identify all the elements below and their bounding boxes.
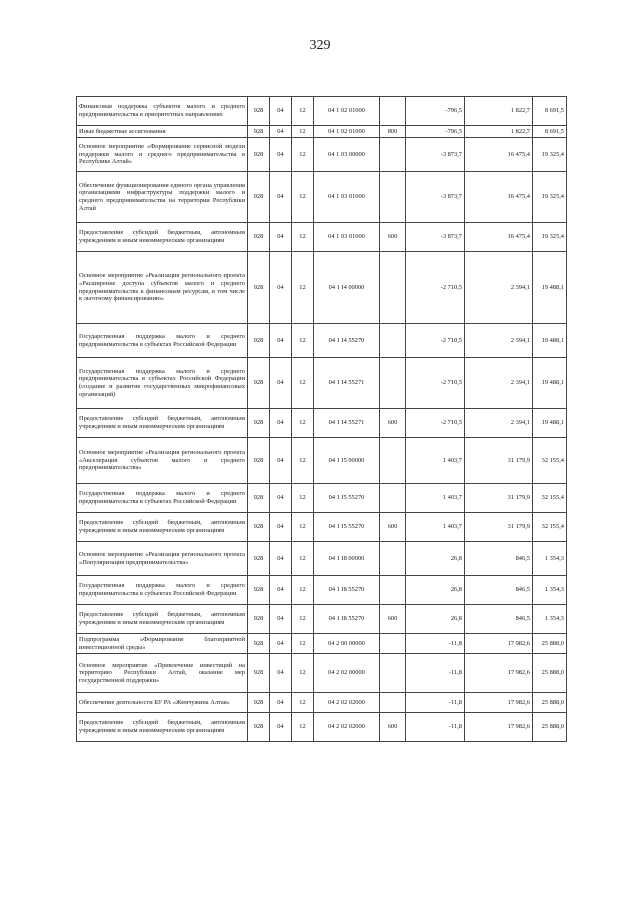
cell-name: Основное мероприятие «Формирование сервисной модели поддержки малого и среднего предпринимательства в Республике Алтай»	[77, 138, 248, 172]
cell-amount-change: 26,8	[406, 542, 465, 576]
cell-expense-type: 600	[380, 223, 406, 252]
cell-name: Обеспечение функционирования единого органа управления организациями инфраструктуры поддержки малого и среднего предпринимательства на территории Республики Алтай	[77, 172, 248, 223]
cell-subsection: 12	[292, 172, 314, 223]
cell-subsection: 12	[292, 223, 314, 252]
table-row	[77, 223, 567, 252]
cell-target-article: 04 1 I4 55271	[314, 409, 380, 438]
cell-amount-2: 17 982,6	[465, 654, 533, 693]
cell-subsection: 12	[292, 358, 314, 409]
cell-expense-type: 600	[380, 513, 406, 542]
cell-section: 04	[270, 252, 292, 324]
cell-name: Предоставление субсидий бюджетным, автономным учреждениям и иным некоммерческим организациям	[77, 605, 248, 634]
cell-expense-type	[380, 358, 406, 409]
cell-target-article: 04 1 03 00000	[314, 138, 380, 172]
cell-target-article: 04 1 03 01000	[314, 172, 380, 223]
cell-amount-change: 26,8	[406, 576, 465, 605]
cell-amount-2: 2 394,1	[465, 409, 533, 438]
cell-subsection: 12	[292, 252, 314, 324]
table-row	[77, 576, 567, 605]
cell-subsection: 12	[292, 324, 314, 358]
page-number: 329	[309, 38, 331, 53]
cell-subsection: 12	[292, 513, 314, 542]
cell-amount-2: 17 982,6	[465, 713, 533, 742]
cell-expense-type	[380, 693, 406, 713]
cell-grbs: 928	[248, 252, 270, 324]
cell-name: Государственная поддержка малого и среднего предпринимательства в субъектах Российской Федерации (создание и развитие государственных микрофинансовых организаций)	[77, 358, 248, 409]
cell-target-article: 04 1 03 01000	[314, 223, 380, 252]
cell-section: 04	[270, 634, 292, 654]
table-row	[77, 97, 567, 126]
cell-amount-2: 16 475,4	[465, 223, 533, 252]
cell-target-article: 04 1 I5 55270	[314, 484, 380, 513]
cell-amount-3: 25 888,0	[533, 654, 567, 693]
cell-expense-type: 800	[380, 126, 406, 138]
cell-expense-type	[380, 172, 406, 223]
cell-section: 04	[270, 576, 292, 605]
cell-expense-type	[380, 576, 406, 605]
cell-amount-change: -2 710,5	[406, 324, 465, 358]
cell-amount-2: 16 475,4	[465, 172, 533, 223]
cell-amount-change: -796,5	[406, 97, 465, 126]
cell-grbs: 928	[248, 513, 270, 542]
cell-name: Основное мероприятие «Привлечение инвестиций на территорию Республики Алтай, оказание мер государственной поддержки»	[77, 654, 248, 693]
table-row	[77, 484, 567, 513]
cell-amount-change: 1 403,7	[406, 438, 465, 484]
cell-grbs: 928	[248, 605, 270, 634]
cell-name: Иные бюджетные ассигнования	[77, 126, 248, 138]
cell-amount-2: 31 179,9	[465, 438, 533, 484]
cell-subsection: 12	[292, 542, 314, 576]
table-row	[77, 138, 567, 172]
cell-name: Основное мероприятие «Реализация регионального проекта «Популяризация предпринимательства»	[77, 542, 248, 576]
cell-grbs: 928	[248, 97, 270, 126]
cell-amount-change: -11,8	[406, 654, 465, 693]
cell-amount-2: 846,5	[465, 542, 533, 576]
cell-subsection: 12	[292, 97, 314, 126]
cell-amount-change: 1 403,7	[406, 513, 465, 542]
cell-name: Государственная поддержка малого и среднего предпринимательства в субъектах Российской Федерации	[77, 484, 248, 513]
cell-target-article: 04 1 I5 00000	[314, 438, 380, 484]
cell-section: 04	[270, 693, 292, 713]
cell-target-article: 04 1 I8 55270	[314, 576, 380, 605]
cell-expense-type	[380, 97, 406, 126]
cell-name: Подпрограмма «Формирование благоприятной инвестиционной среды»	[77, 634, 248, 654]
cell-amount-3: 32 155,4	[533, 484, 567, 513]
cell-grbs: 928	[248, 542, 270, 576]
table-row	[77, 634, 567, 654]
cell-target-article: 04 1 I4 55270	[314, 324, 380, 358]
cell-amount-3: 19 488,1	[533, 252, 567, 324]
cell-name: Предоставление субсидий бюджетным, автономным учреждениям и иным некоммерческим организациям	[77, 223, 248, 252]
cell-grbs: 928	[248, 576, 270, 605]
table-row	[77, 654, 567, 693]
cell-section: 04	[270, 542, 292, 576]
cell-grbs: 928	[248, 654, 270, 693]
cell-amount-2: 2 394,1	[465, 324, 533, 358]
budget-table	[76, 96, 567, 742]
cell-amount-2: 1 822,7	[465, 97, 533, 126]
cell-section: 04	[270, 172, 292, 223]
cell-amount-change: -2 710,5	[406, 252, 465, 324]
cell-expense-type: 600	[380, 409, 406, 438]
cell-subsection: 12	[292, 126, 314, 138]
cell-amount-3: 32 155,4	[533, 438, 567, 484]
cell-expense-type	[380, 138, 406, 172]
cell-target-article: 04 2 02 02000	[314, 713, 380, 742]
cell-grbs: 928	[248, 693, 270, 713]
cell-expense-type	[380, 542, 406, 576]
table-row	[77, 542, 567, 576]
cell-grbs: 928	[248, 713, 270, 742]
cell-amount-change: -3 873,7	[406, 172, 465, 223]
cell-amount-change: 1 403,7	[406, 484, 465, 513]
cell-amount-3: 25 888,0	[533, 634, 567, 654]
cell-target-article: 04 1 02 01000	[314, 126, 380, 138]
cell-section: 04	[270, 654, 292, 693]
cell-amount-3: 1 354,3	[533, 605, 567, 634]
table-row	[77, 358, 567, 409]
table-row	[77, 438, 567, 484]
cell-name: Основное мероприятие «Реализация регионального проекта «Акселерация субъектов малого и среднего предпринимательства»	[77, 438, 248, 484]
cell-amount-3: 25 888,0	[533, 693, 567, 713]
cell-section: 04	[270, 223, 292, 252]
cell-amount-change: -11,8	[406, 693, 465, 713]
cell-amount-2: 31 179,9	[465, 484, 533, 513]
cell-target-article: 04 1 I5 55270	[314, 513, 380, 542]
cell-expense-type	[380, 438, 406, 484]
cell-amount-3: 19 488,1	[533, 409, 567, 438]
cell-amount-2: 1 822,7	[465, 126, 533, 138]
cell-section: 04	[270, 438, 292, 484]
cell-subsection: 12	[292, 654, 314, 693]
cell-section: 04	[270, 97, 292, 126]
cell-amount-2: 31 179,9	[465, 513, 533, 542]
table-row	[77, 693, 567, 713]
cell-amount-3: 25 888,0	[533, 713, 567, 742]
cell-name: Предоставление субсидий бюджетным, автономным учреждениям и иным некоммерческим организациям	[77, 713, 248, 742]
cell-section: 04	[270, 484, 292, 513]
cell-target-article: 04 1 I4 55271	[314, 358, 380, 409]
cell-target-article: 04 1 02 01000	[314, 97, 380, 126]
cell-section: 04	[270, 513, 292, 542]
cell-name: Предоставление субсидий бюджетным, автономным учреждениям и иным некоммерческим организациям	[77, 409, 248, 438]
table-row	[77, 713, 567, 742]
cell-subsection: 12	[292, 693, 314, 713]
cell-amount-2: 17 982,6	[465, 693, 533, 713]
cell-amount-3: 19 488,1	[533, 358, 567, 409]
cell-target-article: 04 2 02 02000	[314, 693, 380, 713]
cell-subsection: 12	[292, 634, 314, 654]
cell-subsection: 12	[292, 138, 314, 172]
table-row	[77, 126, 567, 138]
cell-name: Предоставление субсидий бюджетным, автономным учреждениям и иным некоммерческим организациям	[77, 513, 248, 542]
cell-section: 04	[270, 605, 292, 634]
cell-grbs: 928	[248, 358, 270, 409]
cell-expense-type	[380, 252, 406, 324]
cell-amount-change: -3 873,7	[406, 223, 465, 252]
cell-grbs: 928	[248, 223, 270, 252]
cell-expense-type	[380, 324, 406, 358]
cell-grbs: 928	[248, 126, 270, 138]
cell-target-article: 04 2 02 00000	[314, 654, 380, 693]
cell-name: Государственная поддержка малого и среднего предпринимательства в субъектах Российской Федерации	[77, 324, 248, 358]
cell-grbs: 928	[248, 409, 270, 438]
cell-subsection: 12	[292, 713, 314, 742]
cell-target-article: 04 2 00 00000	[314, 634, 380, 654]
cell-target-article: 04 1 I8 00000	[314, 542, 380, 576]
cell-amount-3: 19 325,4	[533, 138, 567, 172]
cell-target-article: 04 1 I8 55270	[314, 605, 380, 634]
cell-expense-type	[380, 654, 406, 693]
cell-amount-3: 1 354,3	[533, 576, 567, 605]
cell-amount-change: -2 710,5	[406, 409, 465, 438]
cell-name: Финансовая поддержка субъектов малого и среднего предпринимательства в приоритетных направлениях	[77, 97, 248, 126]
cell-amount-3: 19 488,1	[533, 324, 567, 358]
cell-amount-change: -11,8	[406, 713, 465, 742]
cell-amount-3: 19 325,4	[533, 223, 567, 252]
cell-expense-type: 600	[380, 713, 406, 742]
cell-grbs: 928	[248, 438, 270, 484]
cell-amount-change: -796,5	[406, 126, 465, 138]
cell-amount-2: 17 982,6	[465, 634, 533, 654]
cell-section: 04	[270, 138, 292, 172]
cell-amount-3: 1 354,3	[533, 542, 567, 576]
table-row	[77, 513, 567, 542]
cell-amount-3: 8 691,5	[533, 97, 567, 126]
cell-grbs: 928	[248, 172, 270, 223]
cell-amount-change: -3 873,7	[406, 138, 465, 172]
cell-subsection: 12	[292, 605, 314, 634]
cell-grbs: 928	[248, 484, 270, 513]
table-row	[77, 324, 567, 358]
cell-section: 04	[270, 409, 292, 438]
cell-name: Основное мероприятие «Реализация регионального проекта «Расширение доступа субъектов малого и среднего предпринимательства к финансовым ресурсам, в том числе к льготному финансированию»	[77, 252, 248, 324]
cell-amount-2: 846,5	[465, 576, 533, 605]
cell-section: 04	[270, 126, 292, 138]
cell-subsection: 12	[292, 484, 314, 513]
cell-expense-type: 600	[380, 605, 406, 634]
cell-name: Государственная поддержка малого и среднего предпринимательства в субъектах Российской Федерации	[77, 576, 248, 605]
cell-expense-type	[380, 484, 406, 513]
cell-amount-2: 846,5	[465, 605, 533, 634]
cell-grbs: 928	[248, 138, 270, 172]
cell-amount-change: 26,8	[406, 605, 465, 634]
cell-expense-type	[380, 634, 406, 654]
table-row	[77, 172, 567, 223]
cell-section: 04	[270, 324, 292, 358]
cell-grbs: 928	[248, 634, 270, 654]
cell-amount-2: 16 475,4	[465, 138, 533, 172]
cell-amount-3: 32 155,4	[533, 513, 567, 542]
cell-amount-3: 19 325,4	[533, 172, 567, 223]
cell-subsection: 12	[292, 438, 314, 484]
table-row	[77, 409, 567, 438]
cell-amount-change: -2 710,5	[406, 358, 465, 409]
table-row	[77, 605, 567, 634]
cell-subsection: 12	[292, 409, 314, 438]
cell-subsection: 12	[292, 576, 314, 605]
cell-grbs: 928	[248, 324, 270, 358]
cell-section: 04	[270, 358, 292, 409]
cell-amount-change: -11,8	[406, 634, 465, 654]
cell-amount-2: 2 394,1	[465, 358, 533, 409]
cell-amount-2: 2 394,1	[465, 252, 533, 324]
table-row	[77, 252, 567, 324]
cell-section: 04	[270, 713, 292, 742]
cell-target-article: 04 1 I4 00000	[314, 252, 380, 324]
cell-amount-3: 8 691,5	[533, 126, 567, 138]
cell-name: Обеспечение деятельности БУ РА «Жемчужина Алтая»	[77, 693, 248, 713]
